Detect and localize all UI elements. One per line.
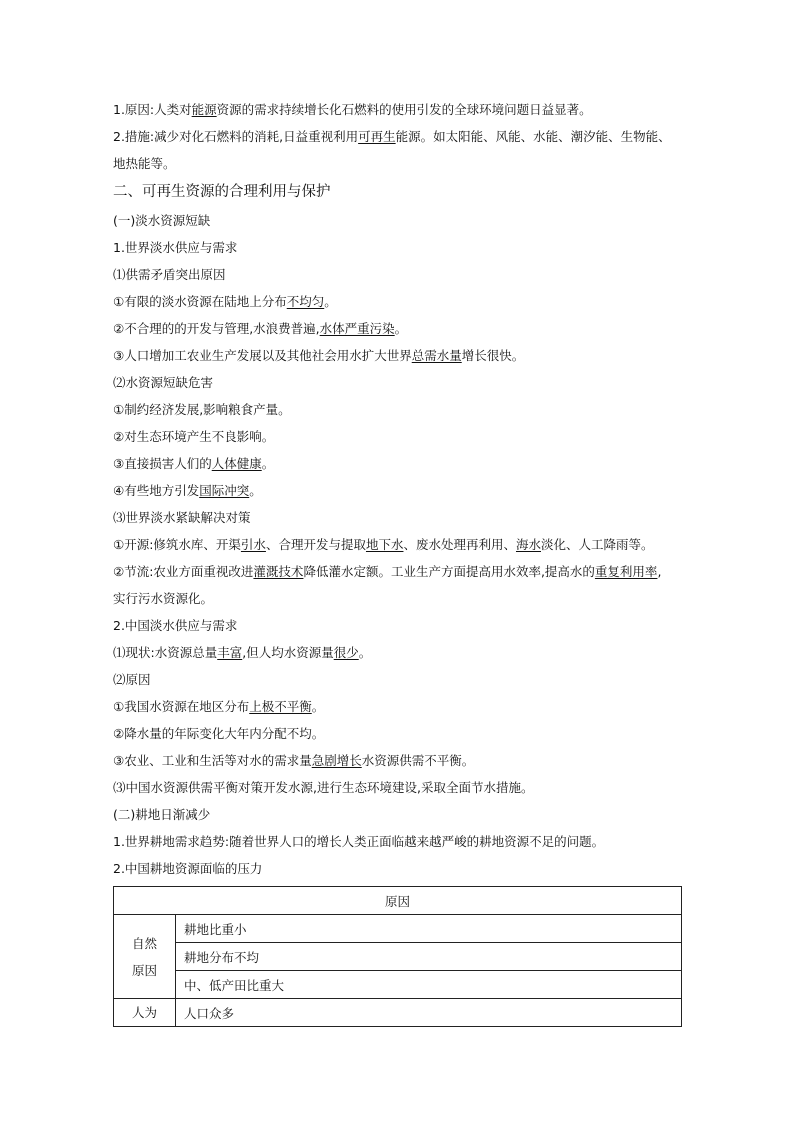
text-segment: 1.世界淡水供应与需求 xyxy=(113,240,238,255)
table-cell: 人口众多 xyxy=(176,999,682,1027)
text-segment: 1.原因:人类对 xyxy=(113,102,192,117)
underlined-key-term: 地下水 xyxy=(365,537,404,552)
text-segment: ②对生态环境产生不良影响。 xyxy=(113,429,275,444)
paragraph-line xyxy=(113,639,683,666)
paragraph-line xyxy=(113,369,683,396)
underlined-key-term: 总需水量 xyxy=(411,348,462,363)
underlined-key-term: 能源 xyxy=(191,102,217,117)
text-segment: ,但人均水资源量 xyxy=(242,645,334,660)
underlined-key-term: 丰富 xyxy=(217,645,243,660)
text-segment: 。 xyxy=(358,645,372,660)
text-segment: 。 xyxy=(394,321,408,336)
underlined-key-term: 国际冲突 xyxy=(199,483,250,498)
text-segment: ⑶中国水资源供需平衡对策开发水源,进行生态环境建设,采取全面节水措施。 xyxy=(113,780,534,795)
table-header-cell: 原因 xyxy=(114,887,682,915)
paragraph-line xyxy=(113,96,683,123)
table-row xyxy=(114,971,682,999)
paragraph-line xyxy=(113,288,683,315)
text-segment: ⑵水资源短缺危害 xyxy=(113,375,214,390)
paragraph-line xyxy=(113,666,683,693)
farmland-pressure-table xyxy=(113,886,682,1027)
underlined-key-term: 上极不平衡 xyxy=(249,699,312,714)
table-header-row xyxy=(114,887,682,915)
underlined-key-term: 急剧增长 xyxy=(311,753,362,768)
paragraph-line xyxy=(113,315,683,342)
text-segment: 、废水处理再利用、 xyxy=(403,537,516,552)
underlined-key-term: 重复利用率 xyxy=(594,564,658,579)
text-segment: ③直接损害人们的 xyxy=(113,456,212,471)
paragraph-line xyxy=(113,123,683,150)
text-segment: 。 xyxy=(324,294,337,309)
underlined-key-term: 不均匀 xyxy=(286,294,325,309)
text-segment: 地热能等。 xyxy=(113,156,176,171)
paragraph-line xyxy=(113,342,683,369)
text-segment: 实行污水资源化。 xyxy=(113,591,214,606)
paragraph-line xyxy=(113,450,683,477)
text-segment: 2.中国耕地资源面临的压力 xyxy=(113,861,263,876)
text-segment: ②节流:农业方面重视改进 xyxy=(113,564,254,579)
text-segment: , xyxy=(657,564,662,579)
underlined-key-term: 人体健康 xyxy=(211,456,262,471)
text-segment: 二、可再生资源的合理利用与保护 xyxy=(113,184,331,200)
paragraph-line xyxy=(113,396,683,423)
paragraph-line xyxy=(113,504,683,531)
text-segment: ⑶世界淡水紧缺解决对策 xyxy=(113,510,251,525)
text-segment: ②降水量的年际变化大年内分配不均。 xyxy=(113,726,325,741)
paragraph-line xyxy=(113,774,683,801)
text-segment: 能源。如太阳能、风能、水能、潮汐能、生物能、 xyxy=(395,129,671,144)
paragraph-line xyxy=(113,234,683,261)
text-segment: ③农业、工业和生活等对水的需求量 xyxy=(113,753,312,768)
paragraph-line xyxy=(113,261,683,288)
natural-reason-label: 自然 原因 xyxy=(114,915,176,999)
table-cell: 耕地比重小 xyxy=(176,915,682,943)
paragraph-line xyxy=(113,612,683,639)
text-segment: 。 xyxy=(249,483,262,498)
text-segment: ①我国水资源在地区分布 xyxy=(113,699,250,714)
text-segment: 水资源供需不平衡。 xyxy=(361,753,475,768)
paragraph-line xyxy=(113,150,683,177)
paragraph-line xyxy=(113,855,683,882)
text-segment: ②不合理的的开发与管理,水浪费普遍, xyxy=(113,321,320,336)
text-segment: 降低灌水定额。工业生产方面提高用水效率,提高水的 xyxy=(303,564,595,579)
text-segment: ③人口增加工农业生产发展以及其他社会用水扩大世界 xyxy=(113,348,412,363)
text-segment: 、合理开发与提取 xyxy=(265,537,366,552)
paragraph-line xyxy=(113,801,683,828)
text-segment: 2.中国淡水供应与需求 xyxy=(113,618,238,633)
document-content xyxy=(113,96,683,1027)
paragraph-line xyxy=(113,747,683,774)
underlined-key-term: 海水 xyxy=(515,537,541,552)
human-reason-label: 人为 xyxy=(114,999,176,1027)
paragraph-line xyxy=(113,207,683,234)
paragraph-line xyxy=(113,558,683,585)
table-cell: 中、低产田比重大 xyxy=(176,971,682,999)
paragraph-line xyxy=(113,828,683,855)
text-segment: ④有些地方引发 xyxy=(113,483,200,498)
text-segment: 1.世界耕地需求趋势:随着世界人口的增长人类正面临越来越严峻的耕地资源不足的问题。 xyxy=(113,834,605,849)
paragraph-line xyxy=(113,585,683,612)
text-segment: 资源的需求持续增长化石燃料的使用引发的全球环境问题日益显著。 xyxy=(216,102,592,117)
underlined-key-term: 水体严重污染 xyxy=(319,321,395,336)
text-segment: (二)耕地日渐减少 xyxy=(113,807,211,822)
table-cell: 耕地分布不均 xyxy=(176,943,682,971)
text-segment: ①制约经济发展,影响粮食产量。 xyxy=(113,402,291,417)
text-segment: ⑴现状:水资源总量 xyxy=(113,645,218,660)
underlined-key-term: 可再生 xyxy=(358,129,396,144)
text-segment: 淡化、人工降雨等。 xyxy=(541,537,654,552)
paragraph-line xyxy=(113,423,683,450)
paragraph-line xyxy=(113,720,683,747)
table-row xyxy=(114,943,682,971)
text-segment: 。 xyxy=(311,699,325,714)
underlined-key-term: 很少 xyxy=(333,645,359,660)
paragraph-line xyxy=(113,693,683,720)
paragraph-line xyxy=(113,531,683,558)
text-segment: (一)淡水资源短缺 xyxy=(113,213,211,228)
text-segment: 。 xyxy=(261,456,275,471)
text-segment: ①开源:修筑水库、开渠 xyxy=(113,537,241,552)
paragraph-list xyxy=(113,96,683,882)
text-segment: ⑵原因 xyxy=(113,672,151,687)
text-segment: ⑴供需矛盾突出原因 xyxy=(113,267,226,282)
paragraph-line xyxy=(113,477,683,504)
table-row xyxy=(114,999,682,1027)
text-segment: ①有限的淡水资源在陆地上分布 xyxy=(113,294,287,309)
text-segment: 2.措施:减少对化石燃料的消耗,日益重视利用 xyxy=(113,129,359,144)
section-heading xyxy=(113,177,683,207)
underlined-key-term: 引水 xyxy=(240,537,266,552)
underlined-key-term: 灌溉技术 xyxy=(253,564,304,579)
text-segment: 增长很快。 xyxy=(461,348,525,363)
table-row xyxy=(114,915,682,943)
